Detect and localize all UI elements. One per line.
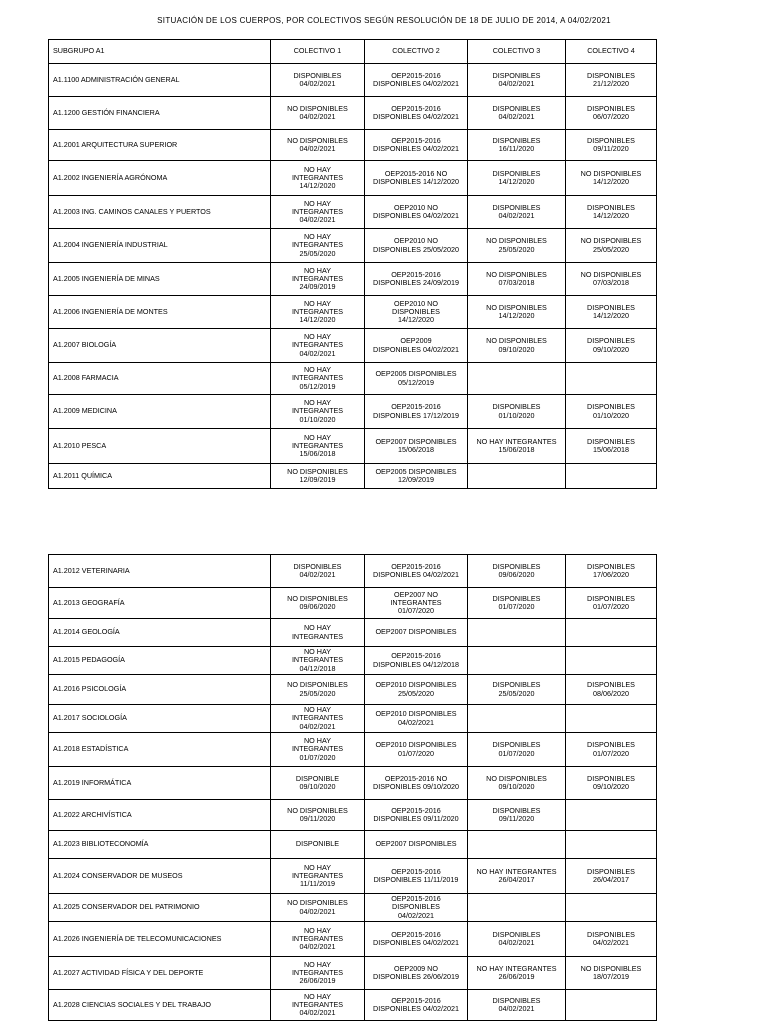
colectivo-1-cell: DISPONIBLE 09/10/2020 xyxy=(271,767,365,800)
colectivo-4-cell xyxy=(566,831,657,859)
colectivo-2-cell: OEP2015-2016 NO DISPONIBLES 09/10/2020 xyxy=(365,767,468,800)
table-row xyxy=(49,395,657,429)
table-row xyxy=(49,429,657,464)
colectivo-2-cell: OEP2015-2016 NO DISPONIBLES 14/12/2020 xyxy=(365,161,468,196)
colectivo-2-cell: OEP2007 NO INTEGRANTES 01/07/2020 xyxy=(365,588,468,619)
colectivo-3-cell xyxy=(468,363,566,395)
colectivo-3-cell: DISPONIBLES 04/02/2021 xyxy=(468,97,566,130)
colectivo-4-cell xyxy=(566,705,657,733)
cuerpo-name-cell: A1.2027 ACTIVIDAD FÍSICA Y DEL DEPORTE xyxy=(49,957,271,990)
colectivo-3-cell: DISPONIBLES 14/12/2020 xyxy=(468,161,566,196)
cuerpo-name-cell: A1.2003 ING. CAMINOS CANALES Y PUERTOS xyxy=(49,196,271,229)
colectivo-3-cell: DISPONIBLES 01/07/2020 xyxy=(468,733,566,767)
colectivo-4-cell: NO DISPONIBLES 14/12/2020 xyxy=(566,161,657,196)
colectivo-2-cell: OEP2015-2016 DISPONIBLES 04/02/2021 xyxy=(365,894,468,922)
table-row xyxy=(49,831,657,859)
colectivo-1-cell: NO HAY INTEGRANTES 14/12/2020 xyxy=(271,296,365,329)
colectivo-2-cell: OEP2015-2016 DISPONIBLES 17/12/2019 xyxy=(365,395,468,429)
table-row xyxy=(49,957,657,990)
cuerpo-name-cell: A1.2028 CIENCIAS SOCIALES Y DEL TRABAJO xyxy=(49,990,271,1021)
colectivo-1-cell: NO HAY INTEGRANTES 05/12/2019 xyxy=(271,363,365,395)
colectivo-2-cell: OEP2010 DISPONIBLES 04/02/2021 xyxy=(365,705,468,733)
colectivo-1-cell: NO HAY INTEGRANTES 01/07/2020 xyxy=(271,733,365,767)
cuerpo-name-cell: A1.2026 INGENIERÍA DE TELECOMUNICACIONES xyxy=(49,922,271,957)
colectivo-3-cell: DISPONIBLES 04/02/2021 xyxy=(468,64,566,97)
colectivo-3-cell xyxy=(468,705,566,733)
colectivo-3-cell: DISPONIBLES 09/11/2020 xyxy=(468,800,566,831)
cuerpo-name-cell: A1.1100 ADMINISTRACIÓN GENERAL xyxy=(49,64,271,97)
colectivo-1-cell: NO DISPONIBLES 09/06/2020 xyxy=(271,588,365,619)
colectivo-1-cell: DISPONIBLE xyxy=(271,831,365,859)
cuerpo-name-cell: A1.2014 GEOLOGÍA xyxy=(49,619,271,647)
table-row xyxy=(49,263,657,296)
colectivo-1-cell: NO DISPONIBLES 04/02/2021 xyxy=(271,97,365,130)
colectivo-4-cell: DISPONIBLES 01/10/2020 xyxy=(566,395,657,429)
cuerpo-name-cell: A1.1200 GESTIÓN FINANCIERA xyxy=(49,97,271,130)
colectivo-3-cell: DISPONIBLES 01/10/2020 xyxy=(468,395,566,429)
table-row xyxy=(49,894,657,922)
cuerpo-name-cell: A1.2025 CONSERVADOR DEL PATRIMONIO xyxy=(49,894,271,922)
colectivo-3-cell: NO DISPONIBLES 07/03/2018 xyxy=(468,263,566,296)
table-row xyxy=(49,800,657,831)
colectivo-4-cell: DISPONIBLES 14/12/2020 xyxy=(566,296,657,329)
colectivo-3-cell: DISPONIBLES 04/02/2021 xyxy=(468,922,566,957)
colectivo-3-cell xyxy=(468,647,566,675)
colectivo-3-cell xyxy=(468,464,566,489)
cuerpo-name-cell: A1.2016 PSICOLOGÍA xyxy=(49,675,271,705)
colectivo-1-cell: NO HAY INTEGRANTES 04/02/2021 xyxy=(271,990,365,1021)
colectivo-4-cell: NO DISPONIBLES 07/03/2018 xyxy=(566,263,657,296)
colectivo-2-cell: OEP2007 DISPONIBLES xyxy=(365,619,468,647)
colectivo-2-cell: OEP2010 DISPONIBLES 25/05/2020 xyxy=(365,675,468,705)
colectivo-2-cell: OEP2015-2016 DISPONIBLES 04/02/2021 xyxy=(365,130,468,161)
colectivo-3-cell: NO HAY INTEGRANTES 26/04/2017 xyxy=(468,859,566,894)
colectivo-4-cell: DISPONIBLES 26/04/2017 xyxy=(566,859,657,894)
colectivo-1-cell: NO HAY INTEGRANTES 25/05/2020 xyxy=(271,229,365,263)
colectivo-2-cell: OEP2010 DISPONIBLES 01/07/2020 xyxy=(365,733,468,767)
table-row xyxy=(49,647,657,675)
colectivo-3-cell: DISPONIBLES 09/06/2020 xyxy=(468,555,566,588)
table-row xyxy=(49,705,657,733)
table-row xyxy=(49,229,657,263)
colectivo-1-cell: NO HAY INTEGRANTES 04/02/2021 xyxy=(271,196,365,229)
colectivo-3-cell xyxy=(468,894,566,922)
table-row xyxy=(49,990,657,1021)
colectivo-4-cell xyxy=(566,990,657,1021)
colectivo-3-cell: DISPONIBLES 04/02/2021 xyxy=(468,990,566,1021)
colectivo-1-cell: NO DISPONIBLES 04/02/2021 xyxy=(271,894,365,922)
table-row xyxy=(49,296,657,329)
colectivo-2-cell: OEP2009 NO DISPONIBLES 26/06/2019 xyxy=(365,957,468,990)
colectivo-1-cell: NO HAY INTEGRANTES 11/11/2019 xyxy=(271,859,365,894)
colectivo-2-cell: OEP2015-2016 DISPONIBLES 11/11/2019 xyxy=(365,859,468,894)
colectivo-4-cell: NO DISPONIBLES 25/05/2020 xyxy=(566,229,657,263)
status-table-1 xyxy=(48,39,657,489)
colectivo-1-cell: NO HAY INTEGRANTES 14/12/2020 xyxy=(271,161,365,196)
colectivo-1-cell: DISPONIBLES 04/02/2021 xyxy=(271,64,365,97)
cuerpo-name-cell: A1.2004 INGENIERÍA INDUSTRIAL xyxy=(49,229,271,263)
colectivo-2-cell: OEP2015-2016 DISPONIBLES 04/02/2021 xyxy=(365,922,468,957)
colectivo-4-cell: NO DISPONIBLES 18/07/2019 xyxy=(566,957,657,990)
colectivo-2-cell: OEP2005 DISPONIBLES 12/09/2019 xyxy=(365,464,468,489)
colectivo-2-cell: OEP2015-2016 DISPONIBLES 04/02/2021 xyxy=(365,990,468,1021)
colectivo-1-cell: NO DISPONIBLES 09/11/2020 xyxy=(271,800,365,831)
cuerpo-name-cell: A1.2015 PEDAGOGÍA xyxy=(49,647,271,675)
colectivo-1-cell: NO HAY INTEGRANTES xyxy=(271,619,365,647)
colectivo-2-cell: OEP2009 DISPONIBLES 04/02/2021 xyxy=(365,329,468,363)
cuerpo-name-cell: A1.2017 SOCIOLOGÍA xyxy=(49,705,271,733)
colectivo-3-cell: DISPONIBLES 25/05/2020 xyxy=(468,675,566,705)
document-title: SITUACIÓN DE LOS CUERPOS, POR COLECTIVOS SEGÚN RESOLUCIÓN DE 18 DE JULIO DE 2014, A 04/02/2021 xyxy=(157,16,611,25)
table-row xyxy=(49,619,657,647)
colectivo-3-cell: DISPONIBLES 04/02/2021 xyxy=(468,196,566,229)
colectivo-2-cell: OEP2007 DISPONIBLES 15/06/2018 xyxy=(365,429,468,464)
cuerpo-name-cell: A1.2002 INGENIERÍA AGRÓNOMA xyxy=(49,161,271,196)
colectivo-4-cell xyxy=(566,647,657,675)
status-table-2 xyxy=(48,554,657,1021)
colectivo-2-cell: OEP2015-2016 DISPONIBLES 04/12/2018 xyxy=(365,647,468,675)
colectivo-1-cell: NO HAY INTEGRANTES 15/06/2018 xyxy=(271,429,365,464)
colectivo-2-cell: OEP2015-2016 DISPONIBLES 04/02/2021 xyxy=(365,97,468,130)
cuerpo-name-cell: A1.2005 INGENIERÍA DE MINAS xyxy=(49,263,271,296)
cuerpo-name-cell: A1.2018 ESTADÍSTICA xyxy=(49,733,271,767)
cuerpo-name-cell: A1.2022 ARCHIVÍSTICA xyxy=(49,800,271,831)
colectivo-2-cell: OEP2015-2016 DISPONIBLES 04/02/2021 xyxy=(365,555,468,588)
colectivo-3-cell: DISPONIBLES 16/11/2020 xyxy=(468,130,566,161)
colectivo-4-cell xyxy=(566,619,657,647)
header-colectivo-2: COLECTIVO 2 xyxy=(365,40,468,64)
colectivo-1-cell: NO DISPONIBLES 25/05/2020 xyxy=(271,675,365,705)
colectivo-3-cell: DISPONIBLES 01/07/2020 xyxy=(468,588,566,619)
cuerpo-name-cell: A1.2023 BIBLIOTECONOMÍA xyxy=(49,831,271,859)
header-colectivo-4: COLECTIVO 4 xyxy=(566,40,657,64)
colectivo-4-cell: DISPONIBLES 09/10/2020 xyxy=(566,767,657,800)
colectivo-1-cell: NO HAY INTEGRANTES 04/02/2021 xyxy=(271,705,365,733)
table-row xyxy=(49,733,657,767)
colectivo-4-cell: DISPONIBLES 15/06/2018 xyxy=(566,429,657,464)
table-row xyxy=(49,161,657,196)
colectivo-4-cell: DISPONIBLES 01/07/2020 xyxy=(566,733,657,767)
colectivo-2-cell: OEP2010 NO DISPONIBLES 14/12/2020 xyxy=(365,296,468,329)
colectivo-4-cell: DISPONIBLES 17/06/2020 xyxy=(566,555,657,588)
table-row xyxy=(49,859,657,894)
cuerpo-name-cell: A1.2001 ARQUITECTURA SUPERIOR xyxy=(49,130,271,161)
table-row xyxy=(49,675,657,705)
colectivo-2-cell: OEP2015-2016 DISPONIBLES 04/02/2021 xyxy=(365,64,468,97)
cuerpo-name-cell: A1.2019 INFORMÁTICA xyxy=(49,767,271,800)
table-row xyxy=(49,130,657,161)
cuerpo-name-cell: A1.2012 VETERINARIA xyxy=(49,555,271,588)
table-row xyxy=(49,588,657,619)
colectivo-4-cell xyxy=(566,464,657,489)
table-row xyxy=(49,767,657,800)
table-row xyxy=(49,64,657,97)
colectivo-3-cell: NO DISPONIBLES 09/10/2020 xyxy=(468,329,566,363)
cuerpo-name-cell: A1.2011 QUÍMICA xyxy=(49,464,271,489)
colectivo-2-cell: OEP2015-2016 DISPONIBLES 09/11/2020 xyxy=(365,800,468,831)
colectivo-1-cell: NO HAY INTEGRANTES 04/02/2021 xyxy=(271,922,365,957)
colectivo-2-cell: OEP2005 DISPONIBLES 05/12/2019 xyxy=(365,363,468,395)
colectivo-4-cell xyxy=(566,894,657,922)
colectivo-3-cell xyxy=(468,619,566,647)
table-row xyxy=(49,363,657,395)
table-row xyxy=(49,922,657,957)
colectivo-4-cell xyxy=(566,800,657,831)
colectivo-1-cell: NO HAY INTEGRANTES 01/10/2020 xyxy=(271,395,365,429)
cuerpo-name-cell: A1.2010 PESCA xyxy=(49,429,271,464)
header-colectivo-3: COLECTIVO 3 xyxy=(468,40,566,64)
table-row xyxy=(49,329,657,363)
header-colectivo-1: COLECTIVO 1 xyxy=(271,40,365,64)
colectivo-3-cell: NO DISPONIBLES 14/12/2020 xyxy=(468,296,566,329)
colectivo-1-cell: DISPONIBLES 04/02/2021 xyxy=(271,555,365,588)
colectivo-4-cell: DISPONIBLES 09/10/2020 xyxy=(566,329,657,363)
colectivo-3-cell: NO DISPONIBLES 25/05/2020 xyxy=(468,229,566,263)
colectivo-2-cell: OEP2007 DISPONIBLES xyxy=(365,831,468,859)
colectivo-3-cell: NO DISPONIBLES 09/10/2020 xyxy=(468,767,566,800)
table-row xyxy=(49,464,657,489)
colectivo-4-cell: DISPONIBLES 04/02/2021 xyxy=(566,922,657,957)
colectivo-4-cell: DISPONIBLES 06/07/2020 xyxy=(566,97,657,130)
colectivo-4-cell: DISPONIBLES 14/12/2020 xyxy=(566,196,657,229)
colectivo-1-cell: NO DISPONIBLES 04/02/2021 xyxy=(271,130,365,161)
colectivo-1-cell: NO DISPONIBLES 12/09/2019 xyxy=(271,464,365,489)
colectivo-4-cell xyxy=(566,363,657,395)
table-row xyxy=(49,196,657,229)
colectivo-3-cell xyxy=(468,831,566,859)
cuerpo-name-cell: A1.2006 INGENIERÍA DE MONTES xyxy=(49,296,271,329)
colectivo-2-cell: OEP2010 NO DISPONIBLES 25/05/2020 xyxy=(365,229,468,263)
cuerpo-name-cell: A1.2009 MEDICINA xyxy=(49,395,271,429)
colectivo-4-cell: DISPONIBLES 09/11/2020 xyxy=(566,130,657,161)
colectivo-2-cell: OEP2015-2016 DISPONIBLES 24/09/2019 xyxy=(365,263,468,296)
cuerpo-name-cell: A1.2007 BIOLOGÍA xyxy=(49,329,271,363)
colectivo-4-cell: DISPONIBLES 21/12/2020 xyxy=(566,64,657,97)
cuerpo-name-cell: A1.2013 GEOGRAFÍA xyxy=(49,588,271,619)
colectivo-1-cell: NO HAY INTEGRANTES 26/06/2019 xyxy=(271,957,365,990)
colectivo-4-cell: DISPONIBLES 08/06/2020 xyxy=(566,675,657,705)
colectivo-2-cell: OEP2010 NO DISPONIBLES 04/02/2021 xyxy=(365,196,468,229)
header-row xyxy=(49,40,657,64)
header-subgrupo: SUBGRUPO A1 xyxy=(49,40,271,64)
colectivo-3-cell: NO HAY INTEGRANTES 15/06/2018 xyxy=(468,429,566,464)
colectivo-1-cell: NO HAY INTEGRANTES 24/09/2019 xyxy=(271,263,365,296)
cuerpo-name-cell: A1.2008 FARMACIA xyxy=(49,363,271,395)
colectivo-4-cell: DISPONIBLES 01/07/2020 xyxy=(566,588,657,619)
cuerpo-name-cell: A1.2024 CONSERVADOR DE MUSEOS xyxy=(49,859,271,894)
colectivo-1-cell: NO HAY INTEGRANTES 04/02/2021 xyxy=(271,329,365,363)
table-row xyxy=(49,97,657,130)
colectivo-1-cell: NO HAY INTEGRANTES 04/12/2018 xyxy=(271,647,365,675)
colectivo-3-cell: NO HAY INTEGRANTES 26/06/2019 xyxy=(468,957,566,990)
table-row xyxy=(49,555,657,588)
